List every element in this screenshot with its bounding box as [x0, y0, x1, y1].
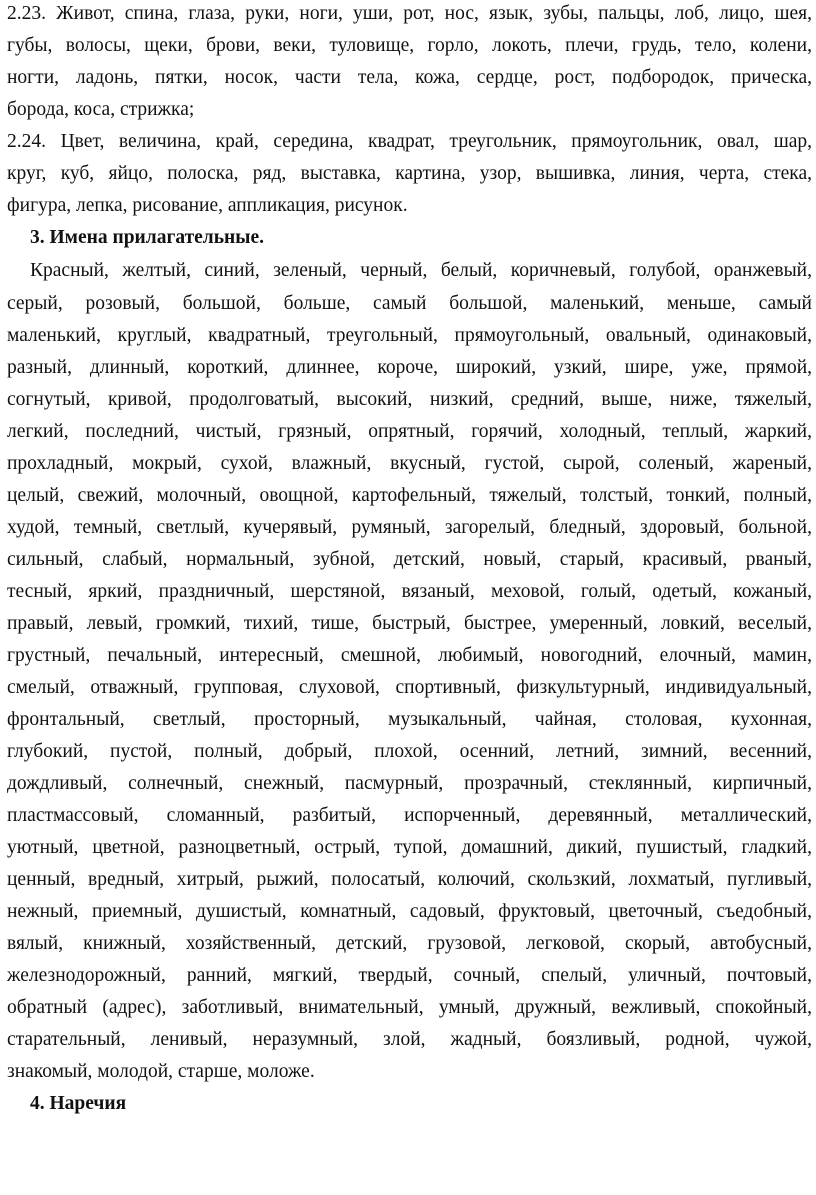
text-line: обратный (адрес), заботливый, внимательный, умный, дружный, вежливый, спокойный,: [7, 997, 812, 1018]
section-heading-adjectives: 3. Имена прилагательные.: [30, 227, 265, 248]
text-line: Красный, желтый, синий, зеленый, черный, белый, коричневый, голубой, оранжевый,: [30, 260, 812, 281]
text-line: смелый, отважный, групповая, слуховой, спортивный, физкультурный, индивидуальный,: [7, 677, 812, 698]
text-line: маленький, круглый, квадратный, треугольный, прямоугольный, овальный, одинаковый,: [7, 325, 812, 346]
text-line: прохладный, мокрый, сухой, влажный, вкусный, густой, сырой, соленый, жареный,: [7, 453, 812, 474]
text-line: тесный, яркий, праздничный, шерстяной, вязаный, меховой, голый, одетый, кожаный,: [7, 581, 812, 602]
text-line: серый, розовый, большой, больше, самый большой, маленький, меньше, самый: [7, 293, 812, 314]
text-line: вялый, книжный, хозяйственный, детский, грузовой, легковой, скорый, автобусный,: [7, 933, 812, 954]
text-line: целый, свежий, молочный, овощной, картофельный, тяжелый, толстый, тонкий, полный,: [7, 485, 812, 506]
section-heading-adverbs: 4. Наречия: [30, 1093, 127, 1114]
text-line: фигура, лепка, рисование, аппликация, рисунок.: [7, 195, 408, 216]
text-line: железнодорожный, ранний, мягкий, твердый, сочный, спелый, уличный, почтовый,: [7, 965, 812, 986]
text-line: ногти, ладонь, пятки, носок, части тела, кожа, сердце, рост, подбородок, прическа,: [7, 67, 812, 88]
text-line: пластмассовый, сломанный, разбитый, испорченный, деревянный, металлический,: [7, 805, 812, 826]
text-line: 2.23. Живот, спина, глаза, руки, ноги, уши, рот, нос, язык, зубы, пальцы, лоб, лицо, шея,: [7, 3, 812, 24]
text-line: знакомый, молодой, старше, моложе.: [7, 1061, 315, 1082]
text-line: ценный, вредный, хитрый, рыжий, полосатый, колючий, скользкий, лохматый, пугливый,: [7, 869, 812, 890]
text-line: сильный, слабый, нормальный, зубной, детский, новый, старый, красивый, рваный,: [7, 549, 812, 570]
text-line: губы, волосы, щеки, брови, веки, туловище, горло, локоть, плечи, грудь, тело, колени,: [7, 35, 812, 56]
text-line: нежный, приемный, душистый, комнатный, садовый, фруктовый, цветочный, съедобный,: [7, 901, 812, 922]
text-line: правый, левый, громкий, тихий, тише, быстрый, быстрее, умеренный, ловкий, веселый,: [7, 613, 812, 634]
text-line: грустный, печальный, интересный, смешной, любимый, новогодний, елочный, мамин,: [7, 645, 812, 666]
text-line: дождливый, солнечный, снежный, пасмурный, прозрачный, стеклянный, кирпичный,: [7, 773, 812, 794]
text-line: глубокий, пустой, полный, добрый, плохой, осенний, летний, зимний, весенний,: [7, 741, 812, 762]
text-line: старательный, ленивый, неразумный, злой, жадный, боязливый, родной, чужой,: [7, 1029, 812, 1050]
text-line: борода, коса, стрижка;: [7, 99, 195, 120]
text-line: 2.24. Цвет, величина, край, середина, квадрат, треугольник, прямоугольник, овал, шар,: [7, 131, 812, 152]
text-line: уютный, цветной, разноцветный, острый, тупой, домашний, дикий, пушистый, гладкий,: [7, 837, 812, 858]
text-line: легкий, последний, чистый, грязный, опрятный, горячий, холодный, теплый, жаркий,: [7, 421, 812, 442]
text-line: круг, куб, яйцо, полоска, ряд, выставка, картина, узор, вышивка, линия, черта, стека,: [7, 163, 812, 184]
text-line: худой, темный, светлый, кучерявый, румяный, загорелый, бледный, здоровый, больной,: [7, 517, 812, 538]
text-line: разный, длинный, короткий, длиннее, короче, широкий, узкий, шире, уже, прямой,: [7, 357, 812, 378]
text-line: согнутый, кривой, продолговатый, высокий, низкий, средний, выше, ниже, тяжелый,: [7, 389, 812, 410]
text-line: фронтальный, светлый, просторный, музыкальный, чайная, столовая, кухонная,: [7, 709, 812, 730]
